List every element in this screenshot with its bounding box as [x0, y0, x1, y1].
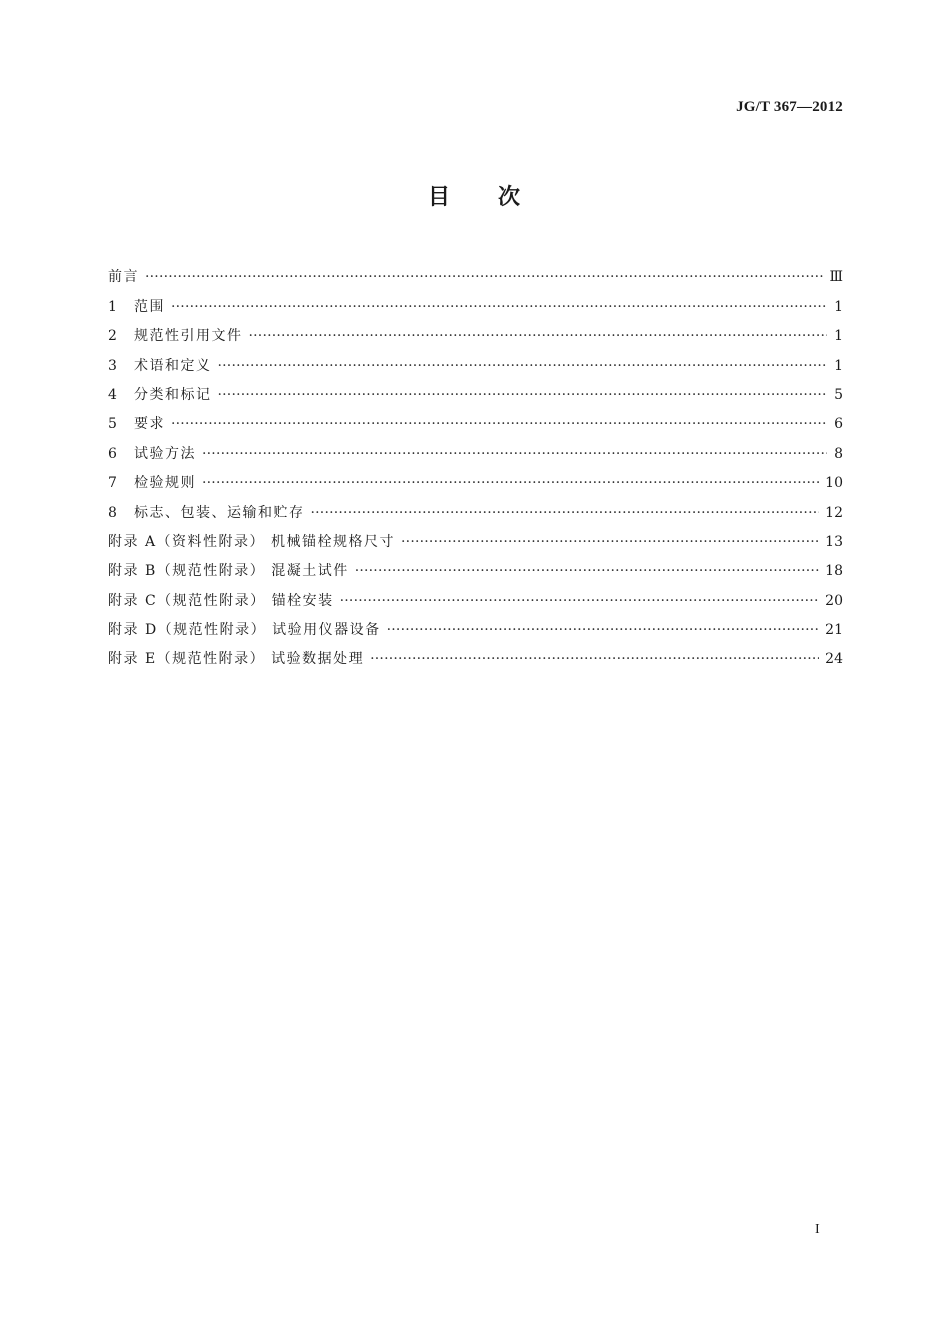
toc-entry-label: 1 范围 — [108, 298, 165, 315]
toc-entry-number: 6 — [108, 445, 117, 462]
toc-entry-8[interactable] — [108, 493, 843, 522]
toc-entry-number: 2 — [108, 328, 117, 345]
toc-entry-label: 前言 — [108, 269, 139, 286]
page-title — [0, 180, 950, 211]
toc-entry-label: 3 术语和定义 — [108, 357, 212, 374]
toc-entry-number: 5 — [108, 416, 117, 433]
title-char-2: 次 — [498, 185, 523, 210]
toc-entry-number: 3 — [108, 357, 117, 374]
toc-entry-number: 7 — [108, 475, 117, 492]
standard-code: JG/T 367—2012 — [736, 99, 843, 115]
toc-leader-dots — [202, 444, 827, 464]
toc-entry-page: 20 — [825, 592, 843, 609]
toc-entry-label: 2 规范性引用文件 — [108, 328, 243, 345]
table-of-contents — [108, 258, 843, 669]
title-char-1: 目 — [427, 185, 452, 210]
toc-entry-7[interactable] — [108, 464, 843, 493]
toc-entry-label: 附录 B（规范性附录） 混凝土试件 — [108, 563, 349, 580]
toc-entry-3[interactable] — [108, 346, 843, 375]
toc-entry-label: 8 标志、包装、运输和贮存 — [108, 504, 305, 521]
toc-entry-label: 附录 A（资料性附录） 机械锚栓规格尺寸 — [108, 533, 396, 550]
toc-entry-1[interactable] — [108, 287, 843, 316]
toc-entry-label: 附录 E（规范性附录） 试验数据处理 — [108, 651, 365, 668]
toc-leader-dots — [171, 414, 827, 434]
toc-leader-dots — [145, 267, 823, 287]
toc-leader-dots — [202, 473, 819, 493]
toc-entry-number: 1 — [108, 298, 117, 315]
toc-leader-dots — [355, 561, 819, 581]
toc-leader-dots — [340, 591, 820, 611]
toc-entry-page: 6 — [834, 416, 843, 433]
toc-entry-6[interactable] — [108, 434, 843, 463]
toc-entry-annex-c[interactable] — [108, 581, 843, 610]
toc-entry-label: 5 要求 — [108, 416, 165, 433]
toc-leader-dots — [311, 503, 820, 523]
toc-entry-label: 附录 C（规范性附录） 锚栓安装 — [108, 592, 334, 609]
toc-leader-dots — [387, 620, 820, 640]
toc-entry-page: 5 — [834, 386, 843, 403]
toc-leader-dots — [171, 297, 827, 317]
toc-entry-foreword[interactable] — [108, 258, 843, 287]
toc-entry-page: 21 — [825, 622, 843, 639]
toc-entry-number: 8 — [108, 504, 117, 521]
toc-entry-label: 6 试验方法 — [108, 445, 196, 462]
toc-entry-page: 8 — [834, 445, 843, 462]
toc-entry-page: 10 — [825, 475, 843, 492]
toc-entry-page: 12 — [825, 504, 843, 521]
toc-leader-dots — [401, 532, 819, 552]
toc-leader-dots — [218, 385, 828, 405]
toc-entry-label: 附录 D（规范性附录） 试验用仪器设备 — [108, 622, 381, 639]
toc-entry-page: 1 — [834, 328, 843, 345]
toc-entry-label: 4 分类和标记 — [108, 386, 212, 403]
toc-entry-annex-a[interactable] — [108, 523, 843, 552]
toc-entry-page: 1 — [834, 298, 843, 315]
toc-entry-page: 24 — [825, 651, 843, 668]
toc-entry-label: 7 检验规则 — [108, 475, 196, 492]
toc-entry-4[interactable] — [108, 376, 843, 405]
toc-entry-page: 13 — [825, 533, 843, 550]
toc-entry-page: Ⅲ — [829, 269, 843, 286]
toc-entry-annex-e[interactable] — [108, 640, 843, 669]
toc-entry-5[interactable] — [108, 405, 843, 434]
toc-leader-dots — [218, 356, 828, 376]
toc-entry-annex-b[interactable] — [108, 552, 843, 581]
toc-entry-2[interactable] — [108, 317, 843, 346]
toc-entry-page: 1 — [834, 357, 843, 374]
page-number: I — [815, 1222, 820, 1237]
toc-leader-dots — [249, 326, 828, 346]
toc-leader-dots — [370, 649, 819, 669]
toc-entry-annex-d[interactable] — [108, 611, 843, 640]
toc-entry-page: 18 — [825, 563, 843, 580]
toc-entry-number: 4 — [108, 386, 117, 403]
